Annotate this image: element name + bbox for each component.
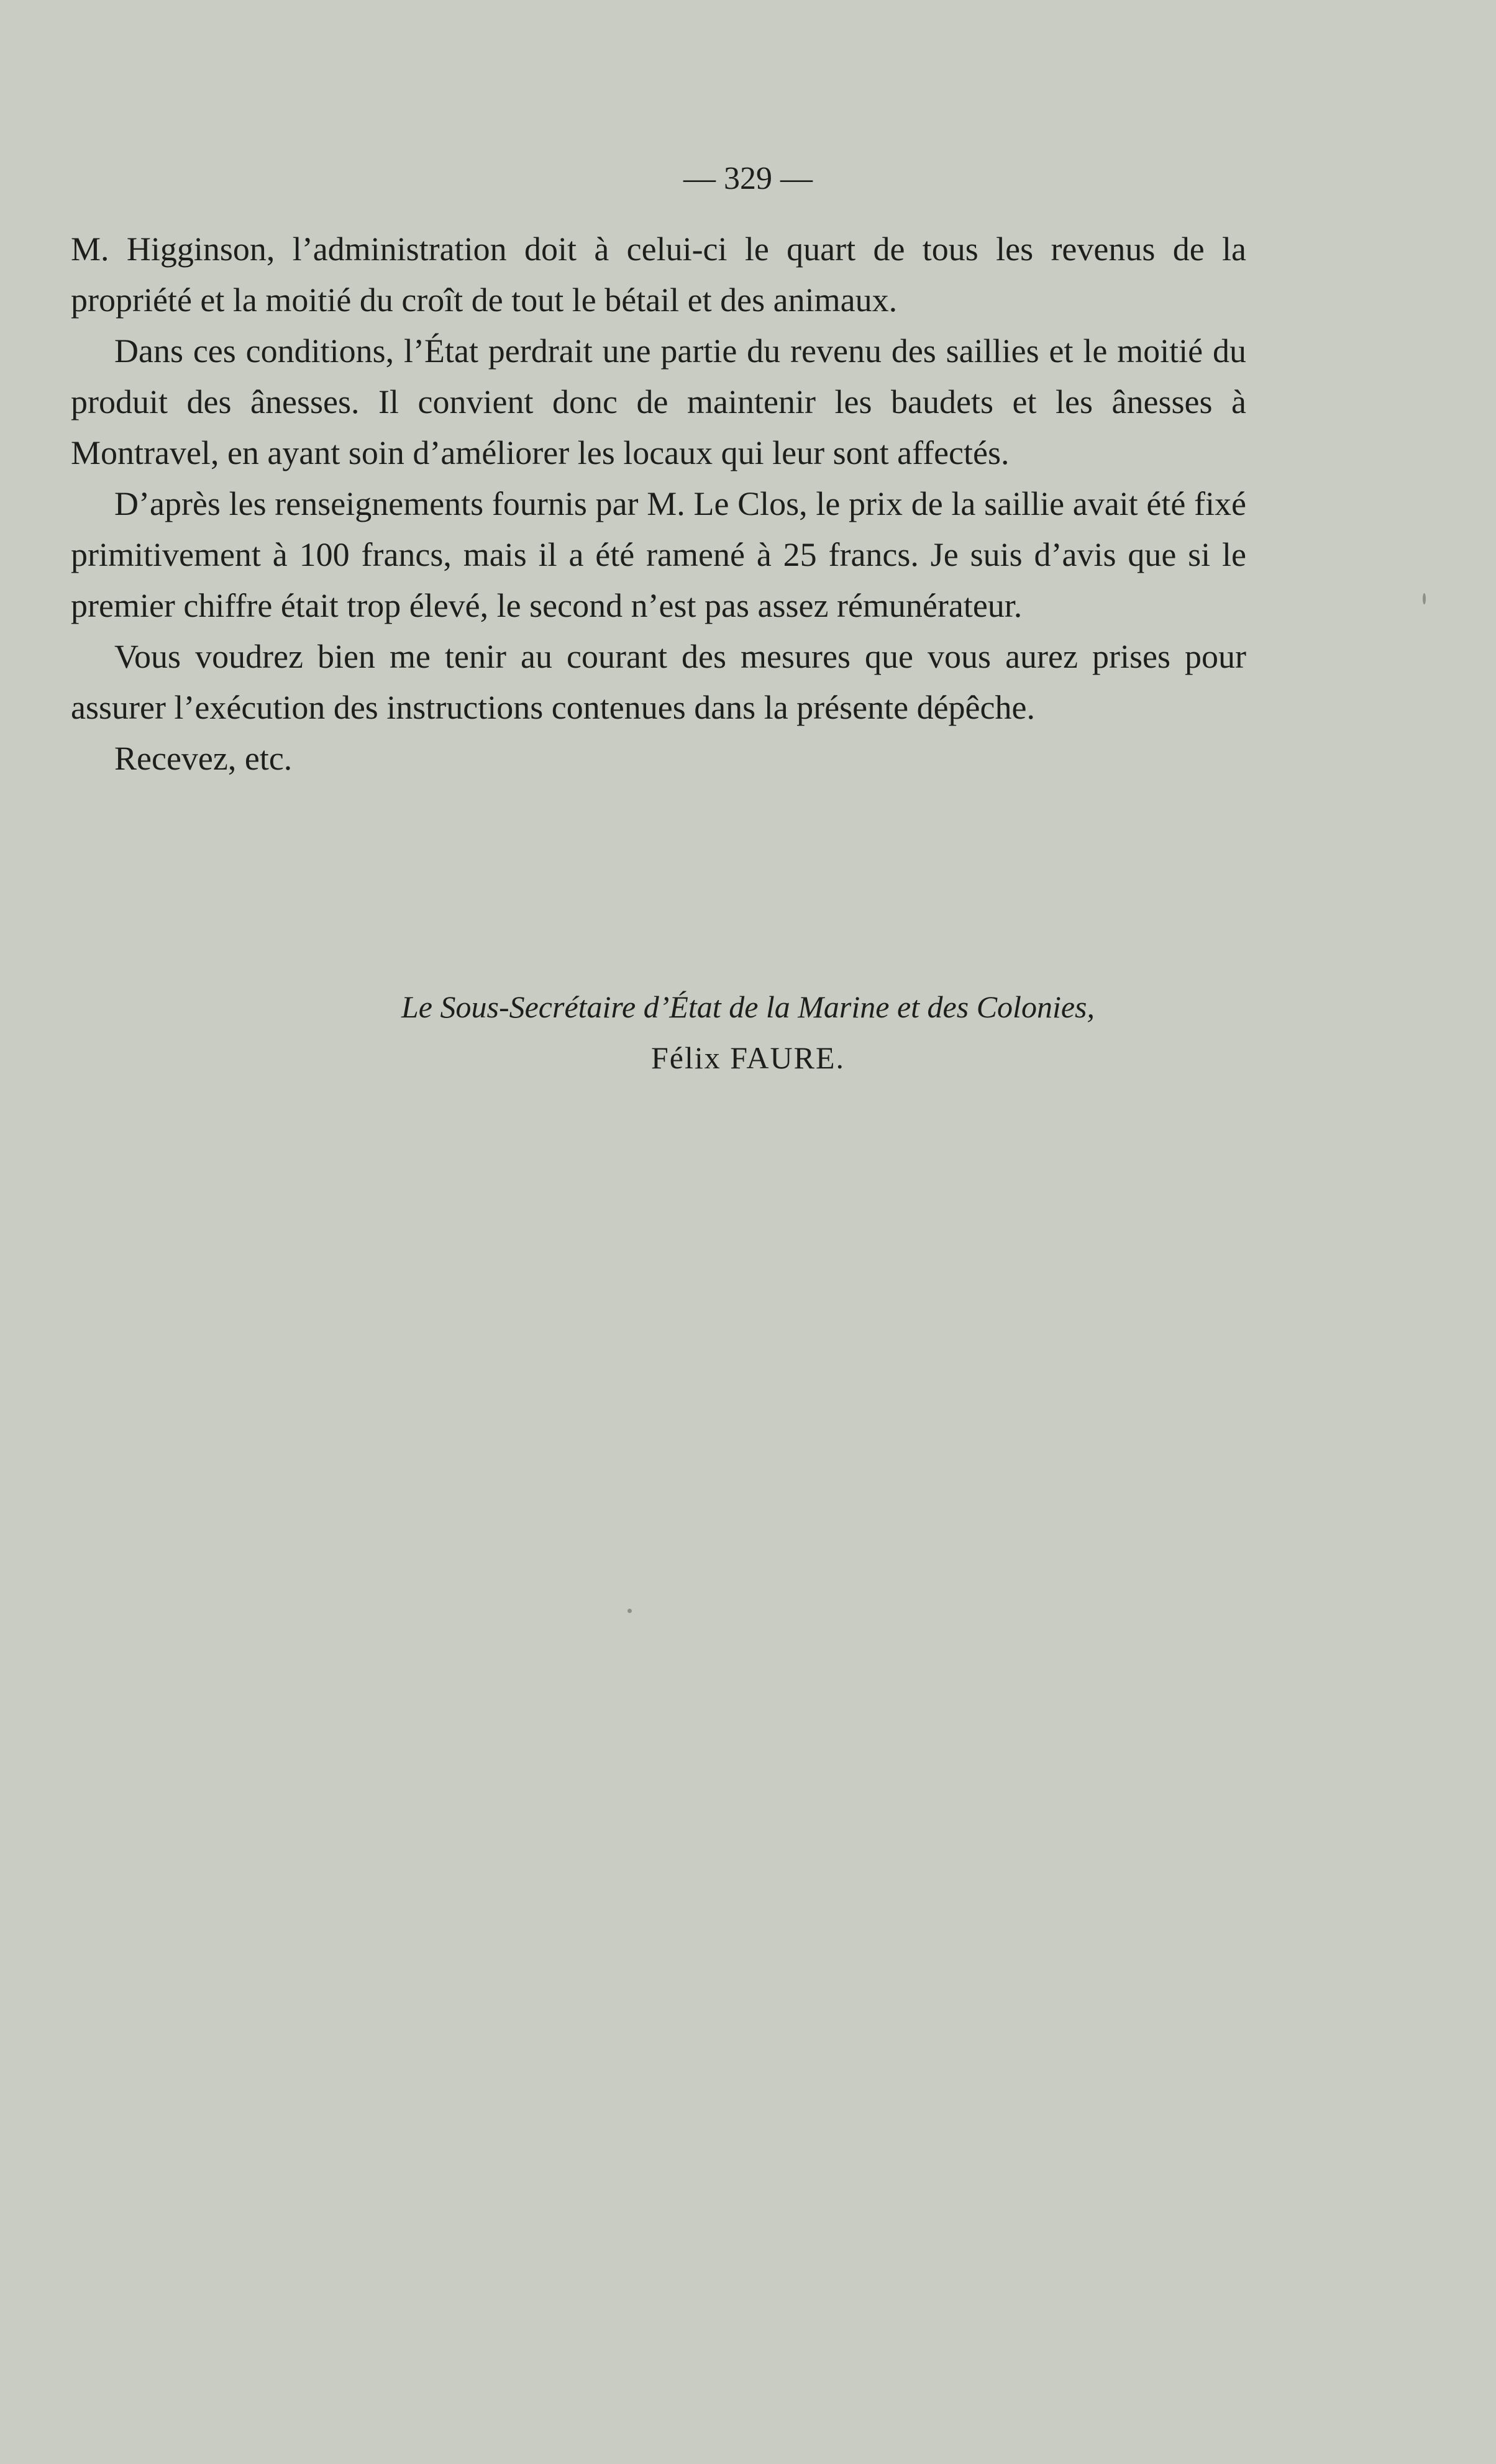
paragraph: D’après les renseignements fournis par M. Le Clos, le prix de la saillie avait été fixé primitivement à 100 francs, mais il a été ramené à 25 francs. Je suis d’avis que si le premier chiffre était trop élevé, le second n’est pas assez rémunérateur. <box>71 485 1246 624</box>
signature-block <box>0 981 1496 1083</box>
closing-formula: Recevez, etc. <box>114 740 293 777</box>
paragraph-continuation: M. Higginson, l’administration doit à celui-ci le quart de tous les revenus de la propriété et la moitié du croît de tout le bétail et des animaux. <box>71 230 1246 319</box>
paragraph: Vous voudrez bien me tenir au courant des mesures que vous aurez prises pour assurer l’exécution des instructions contenues dans la présente dépêche. <box>71 638 1246 726</box>
paragraph: Dans ces conditions, l’État perdrait une partie du revenu des saillies et le moitié du produit des ânesses. Il convient donc de maintenir les baudets et les ânesses à Montravel, en ayant soin d’améliorer les locaux qui leur sont affectés. <box>71 332 1246 471</box>
paper-speck <box>627 1609 632 1613</box>
signature-title: Le Sous-Secrétaire d’État de la Marine et des Colonies, <box>401 989 1095 1024</box>
signature-name: Félix FAURE. <box>651 1040 845 1075</box>
body-text <box>71 224 1246 784</box>
paper-speck <box>1423 593 1426 604</box>
page-number: — 329 — <box>683 161 813 196</box>
